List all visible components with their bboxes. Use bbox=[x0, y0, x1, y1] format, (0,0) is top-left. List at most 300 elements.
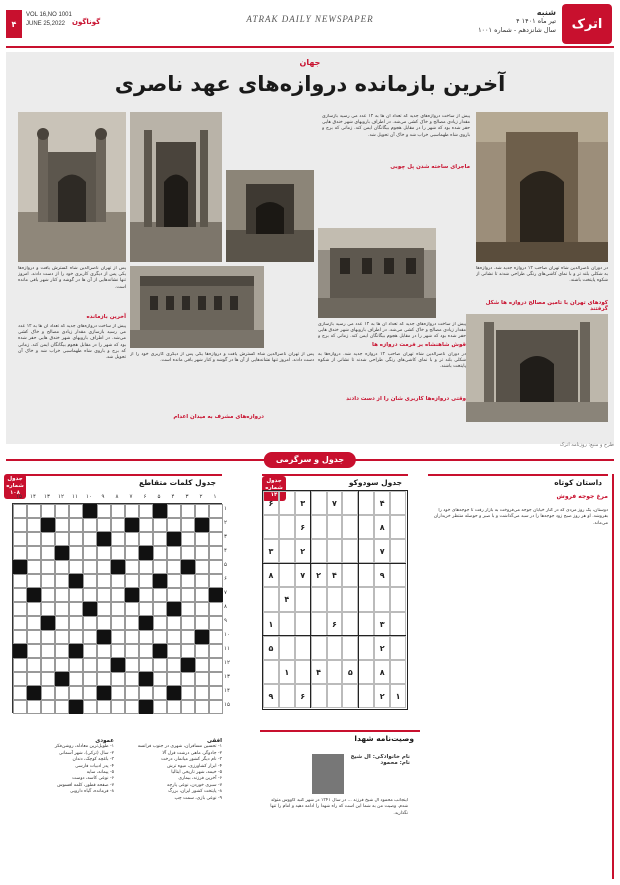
sudoku-cell[interactable] bbox=[263, 515, 279, 539]
crossword-cell[interactable] bbox=[181, 504, 195, 518]
crossword-cell[interactable] bbox=[55, 630, 69, 644]
crossword-cell[interactable] bbox=[153, 700, 167, 714]
crossword-cell[interactable] bbox=[195, 672, 209, 686]
sudoku-cell[interactable] bbox=[295, 660, 311, 684]
crossword-cell[interactable] bbox=[153, 658, 167, 672]
crossword-cell[interactable] bbox=[195, 588, 209, 602]
crossword-cell[interactable] bbox=[209, 672, 223, 686]
crossword-row-number: ۷ bbox=[224, 590, 227, 596]
sudoku-cell[interactable] bbox=[263, 660, 279, 684]
sudoku-cell[interactable] bbox=[358, 684, 374, 708]
down-title: عمودی bbox=[95, 738, 114, 744]
crossword-cell[interactable] bbox=[181, 700, 195, 714]
crossword-cell[interactable] bbox=[27, 616, 41, 630]
page-number: ۴ bbox=[6, 10, 22, 38]
crossword-cell[interactable] bbox=[125, 700, 139, 714]
crossword-cell[interactable] bbox=[181, 686, 195, 700]
crossword-cell[interactable] bbox=[125, 672, 139, 686]
sudoku-cell[interactable] bbox=[358, 587, 374, 611]
sudoku-cell[interactable] bbox=[311, 684, 327, 708]
sudoku-cell[interactable] bbox=[327, 587, 343, 611]
crossword-cell[interactable] bbox=[69, 560, 83, 574]
crossword-cell[interactable] bbox=[111, 532, 125, 546]
crossword-cell[interactable] bbox=[181, 574, 195, 588]
sudoku-cell[interactable] bbox=[390, 612, 406, 636]
crossword-cell[interactable] bbox=[97, 588, 111, 602]
crossword-cell[interactable] bbox=[27, 574, 41, 588]
sudoku-cell: ۲ bbox=[374, 684, 390, 708]
crossword-cell bbox=[83, 504, 97, 518]
crossword-cell[interactable] bbox=[153, 616, 167, 630]
crossword-cell[interactable] bbox=[181, 588, 195, 602]
crossword-cell[interactable] bbox=[139, 658, 153, 672]
crossword-cell[interactable] bbox=[41, 644, 55, 658]
sudoku-cell[interactable] bbox=[342, 539, 358, 563]
crossword-column-number: ۲ bbox=[199, 494, 203, 500]
crossword-cell bbox=[153, 574, 167, 588]
crossword-cell[interactable] bbox=[167, 658, 181, 672]
crossword-cell[interactable] bbox=[111, 700, 125, 714]
crossword-cell[interactable] bbox=[195, 532, 209, 546]
sudoku-cell[interactable] bbox=[358, 515, 374, 539]
crossword-cell[interactable] bbox=[209, 518, 223, 532]
sudoku-cell[interactable] bbox=[311, 636, 327, 660]
crossword-cell[interactable] bbox=[83, 616, 97, 630]
crossword-cell[interactable] bbox=[97, 518, 111, 532]
crossword-cell bbox=[97, 630, 111, 644]
crossword-cell[interactable] bbox=[195, 644, 209, 658]
crossword-cell[interactable] bbox=[13, 616, 27, 630]
crossword-cell[interactable] bbox=[13, 686, 27, 700]
sudoku-cell[interactable] bbox=[342, 636, 358, 660]
subhead: ماجرای ساخته شدن پل چوبی bbox=[390, 164, 470, 170]
crossword-cell[interactable] bbox=[83, 658, 97, 672]
sudoku-cell[interactable] bbox=[358, 563, 374, 587]
crossword-cell[interactable] bbox=[181, 616, 195, 630]
crossword-column-number: ۱۵ bbox=[16, 494, 22, 500]
sudoku-cell[interactable] bbox=[390, 539, 406, 563]
crossword-cell[interactable] bbox=[27, 672, 41, 686]
crossword-cell[interactable] bbox=[97, 700, 111, 714]
crossword-cell[interactable] bbox=[55, 560, 69, 574]
crossword-cell[interactable] bbox=[13, 630, 27, 644]
crossword-title: جدول کلمات متقاطع bbox=[12, 474, 222, 488]
crossword-cell bbox=[195, 518, 209, 532]
sudoku-box-line bbox=[263, 635, 406, 637]
article-column: پیش از ساخت دروازه‌های جدید که تعداد آن ها به ۱۲ عدد می رسید بازسازی مقدار زیادی مصالح و خاک کشی می‌شد. در اطراف بارویهای شهر خندق هایی حفر شده بود که شهر را در مقابل هجوم بیگانگان ایمن کند. زمانی که برج و باروی شاه طهماسبی خراب شد و خاک آن تحویل شد. bbox=[18, 324, 126, 361]
crossword-cell[interactable] bbox=[111, 518, 125, 532]
crossword-cell[interactable] bbox=[153, 672, 167, 686]
crossword-cell[interactable] bbox=[27, 602, 41, 616]
sudoku-cell[interactable] bbox=[263, 587, 279, 611]
crossword-cell[interactable] bbox=[167, 588, 181, 602]
crossword-cell[interactable] bbox=[13, 588, 27, 602]
crossword-cell[interactable] bbox=[209, 532, 223, 546]
crossword-cell[interactable] bbox=[41, 546, 55, 560]
sudoku-grid[interactable] bbox=[262, 490, 408, 710]
crossword-cell[interactable] bbox=[153, 630, 167, 644]
sudoku-cell[interactable] bbox=[327, 660, 343, 684]
sudoku-cell: ۴ bbox=[279, 587, 295, 611]
crossword-cell[interactable] bbox=[125, 644, 139, 658]
crossword-cell[interactable] bbox=[195, 504, 209, 518]
crossword-cell[interactable] bbox=[13, 658, 27, 672]
crossword-cell[interactable] bbox=[125, 574, 139, 588]
crossword-cell[interactable] bbox=[139, 588, 153, 602]
sudoku-cell: ۷ bbox=[374, 539, 390, 563]
crossword-cell[interactable] bbox=[209, 658, 223, 672]
crossword-cell[interactable] bbox=[27, 546, 41, 560]
crossword-cell[interactable] bbox=[55, 602, 69, 616]
crossword-cell[interactable] bbox=[69, 518, 83, 532]
crossword-cell[interactable] bbox=[167, 574, 181, 588]
sudoku-cell: ۵ bbox=[342, 660, 358, 684]
crossword-cell[interactable] bbox=[139, 532, 153, 546]
crossword-cell[interactable] bbox=[97, 546, 111, 560]
sudoku-cell[interactable] bbox=[327, 684, 343, 708]
sudoku-cell[interactable] bbox=[358, 612, 374, 636]
crossword-cell[interactable] bbox=[167, 700, 181, 714]
crossword-cell[interactable] bbox=[55, 644, 69, 658]
crossword-cell[interactable] bbox=[209, 560, 223, 574]
crossword-cell[interactable] bbox=[83, 518, 97, 532]
crossword-cell[interactable] bbox=[27, 532, 41, 546]
article-column: در دوران ناصرالدین شاه تهران صاحب ۱۲ دروازه جدید شد. دروازه‌ها به شکلی بلند تر و با نمای کاشی‌های رنگی طراحی شدند تا نشانی از شکوه پایتخت باشند. bbox=[318, 352, 466, 370]
crossword-cell[interactable] bbox=[139, 602, 153, 616]
crossword-cell[interactable] bbox=[111, 644, 125, 658]
crossword-cell[interactable] bbox=[153, 518, 167, 532]
crossword-cell[interactable] bbox=[181, 546, 195, 560]
sudoku-cell: ۸ bbox=[374, 660, 390, 684]
crossword-cell[interactable] bbox=[111, 686, 125, 700]
crossword-cell[interactable] bbox=[125, 546, 139, 560]
sudoku-cell[interactable] bbox=[311, 515, 327, 539]
crossword-cell[interactable] bbox=[209, 644, 223, 658]
crossword-cell[interactable] bbox=[41, 588, 55, 602]
sudoku-cell[interactable] bbox=[390, 563, 406, 587]
sudoku-cell[interactable] bbox=[279, 636, 295, 660]
crossword-cell bbox=[13, 560, 27, 574]
crossword-cell[interactable] bbox=[195, 686, 209, 700]
crossword-cell[interactable] bbox=[167, 518, 181, 532]
crossword-cell[interactable] bbox=[55, 588, 69, 602]
crossword-cell[interactable] bbox=[55, 616, 69, 630]
crossword-cell[interactable] bbox=[181, 518, 195, 532]
crossword-cell[interactable] bbox=[27, 700, 41, 714]
crossword-cell[interactable] bbox=[97, 616, 111, 630]
crossword-cell[interactable] bbox=[195, 700, 209, 714]
crossword-cell[interactable] bbox=[125, 504, 139, 518]
crossword-row-number: ۱ bbox=[224, 506, 227, 512]
crossword-cell[interactable] bbox=[69, 672, 83, 686]
crossword-cell[interactable] bbox=[97, 602, 111, 616]
sudoku-cell[interactable] bbox=[327, 539, 343, 563]
crossword-cell[interactable] bbox=[83, 644, 97, 658]
sudoku-cell[interactable] bbox=[311, 612, 327, 636]
crossword-cell[interactable] bbox=[69, 616, 83, 630]
sudoku-cell[interactable] bbox=[279, 515, 295, 539]
crossword-cell[interactable] bbox=[97, 574, 111, 588]
crossword-cell[interactable] bbox=[41, 658, 55, 672]
crossword-down-clues: عمودی ۱- طویل‌ترین معادله، روشن‌فکر ۲- سال (ترکی)، شهر آسمانی ۳- باغچه کوچک، دندان ۴- پدر ادبیات فارسی ۵- پیمانه، سایه ۶- نوعی کاسه، دوست ۷- صفحه قطور، کلمه افسوس ۸- فرمانده، گیاه دارویی bbox=[12, 738, 114, 878]
crossword-cell[interactable] bbox=[83, 546, 97, 560]
will-name: نام خانوادگی: آل شیخ نام: محمود bbox=[350, 754, 410, 767]
sudoku-cell[interactable] bbox=[295, 587, 311, 611]
crossword-cell[interactable] bbox=[83, 588, 97, 602]
crossword-cell[interactable] bbox=[125, 532, 139, 546]
sudoku-cell[interactable] bbox=[374, 587, 390, 611]
crossword-cell[interactable] bbox=[111, 574, 125, 588]
gate-photo-center bbox=[226, 170, 314, 262]
sudoku-cell[interactable] bbox=[311, 539, 327, 563]
sudoku-cell[interactable] bbox=[342, 563, 358, 587]
crossword-column-number: ۹ bbox=[101, 494, 105, 500]
crossword-cell[interactable] bbox=[55, 532, 69, 546]
article-column: پس از تهران ناصرالدین شاه گسترش یافت و دروازه‌ها یکی پس از دیگری کاربری خود را از دست دادند. امروز تنها نشانه‌هایی از آن ها در گوشه و کنار شهر باقی مانده است. bbox=[130, 352, 314, 364]
crossword-cell[interactable] bbox=[55, 658, 69, 672]
crossword-cell[interactable] bbox=[181, 602, 195, 616]
crossword-cell[interactable] bbox=[41, 672, 55, 686]
crossword-cell[interactable] bbox=[69, 546, 83, 560]
headline: آخرین بازمانده دروازه‌های عهد ناصری bbox=[114, 72, 506, 96]
crossword-cell[interactable] bbox=[55, 686, 69, 700]
crossword-cell[interactable] bbox=[13, 602, 27, 616]
crossword-cell[interactable] bbox=[139, 518, 153, 532]
sudoku-cell[interactable] bbox=[279, 684, 295, 708]
crossword-cell[interactable] bbox=[139, 686, 153, 700]
crossword-cell[interactable] bbox=[139, 574, 153, 588]
crossword-row-number: ۱۲ bbox=[224, 660, 230, 666]
sudoku-cell[interactable] bbox=[342, 515, 358, 539]
sudoku-cell[interactable] bbox=[295, 612, 311, 636]
crossword-cell[interactable] bbox=[209, 616, 223, 630]
sudoku-cell: ۱ bbox=[263, 612, 279, 636]
crossword-cell[interactable] bbox=[69, 588, 83, 602]
crossword-cell[interactable] bbox=[153, 560, 167, 574]
crossword-cell[interactable] bbox=[41, 602, 55, 616]
sudoku-cell[interactable] bbox=[390, 587, 406, 611]
crossword-cell[interactable] bbox=[41, 532, 55, 546]
crossword-cell[interactable] bbox=[111, 546, 125, 560]
crossword-cell[interactable] bbox=[27, 504, 41, 518]
crossword-cell[interactable] bbox=[195, 546, 209, 560]
crossword-cell[interactable] bbox=[111, 602, 125, 616]
crossword-cell[interactable] bbox=[139, 560, 153, 574]
crossword-cell[interactable] bbox=[69, 658, 83, 672]
story-body: دوستان، یک روز مردی که در کنار خیابان جوجه می‌فروخت به بازار رفت تا جوجه‌های خود را بفروشد. او هر روز صبح زود جوجه‌ها را در سبد می‌گذاشت و با صبر و حوصله منتظر خریداران می‌ماند. bbox=[433, 508, 608, 526]
sudoku-cell[interactable] bbox=[390, 515, 406, 539]
sudoku-title: جدول سودوکو bbox=[262, 474, 408, 488]
crossword-cell[interactable] bbox=[83, 686, 97, 700]
crossword-cell[interactable] bbox=[125, 602, 139, 616]
crossword-cell[interactable] bbox=[181, 672, 195, 686]
crossword-cell[interactable] bbox=[167, 504, 181, 518]
sudoku-cell: ۱ bbox=[279, 660, 295, 684]
crossword-cell[interactable] bbox=[111, 616, 125, 630]
crossword-cell[interactable] bbox=[27, 630, 41, 644]
crossword-cell[interactable] bbox=[13, 700, 27, 714]
sudoku-cell: ۲ bbox=[311, 563, 327, 587]
crossword-cell[interactable] bbox=[69, 686, 83, 700]
crossword-cell[interactable] bbox=[139, 644, 153, 658]
crossword-cell[interactable] bbox=[209, 630, 223, 644]
crossword-cell[interactable] bbox=[83, 532, 97, 546]
gate-photo-center-left bbox=[130, 112, 222, 262]
crossword-cell[interactable] bbox=[97, 672, 111, 686]
crossword-cell bbox=[139, 672, 153, 686]
crossword-cell[interactable] bbox=[153, 532, 167, 546]
crossword-cell[interactable] bbox=[69, 602, 83, 616]
crossword-cell[interactable] bbox=[181, 532, 195, 546]
crossword-cell[interactable] bbox=[125, 686, 139, 700]
crossword-cell[interactable] bbox=[13, 672, 27, 686]
crossword-cell bbox=[209, 588, 223, 602]
crossword-cell[interactable] bbox=[111, 588, 125, 602]
crossword-cell[interactable] bbox=[209, 546, 223, 560]
sudoku-cell[interactable] bbox=[279, 539, 295, 563]
crossword-cell[interactable] bbox=[41, 700, 55, 714]
crossword-cell bbox=[181, 560, 195, 574]
crossword-column-number: ۱۰ bbox=[86, 494, 92, 500]
crossword-column-number: ۱ bbox=[213, 494, 217, 500]
crossword-cell[interactable] bbox=[27, 644, 41, 658]
crossword-cell bbox=[125, 518, 139, 532]
crossword-cell[interactable] bbox=[209, 574, 223, 588]
crossword-cell[interactable] bbox=[41, 504, 55, 518]
crossword-cell[interactable] bbox=[41, 630, 55, 644]
crossword-cell bbox=[55, 672, 69, 686]
crossword-cell[interactable] bbox=[13, 532, 27, 546]
crossword-cell[interactable] bbox=[167, 630, 181, 644]
sudoku-cell[interactable] bbox=[279, 491, 295, 515]
crossword-cell[interactable] bbox=[13, 518, 27, 532]
sudoku-cell[interactable] bbox=[358, 636, 374, 660]
crossword-cell[interactable] bbox=[55, 518, 69, 532]
sudoku-cell[interactable] bbox=[279, 612, 295, 636]
crossword-cell[interactable] bbox=[97, 560, 111, 574]
crossword-cell[interactable] bbox=[125, 658, 139, 672]
crossword-cell[interactable] bbox=[13, 504, 27, 518]
sudoku-cell[interactable] bbox=[311, 587, 327, 611]
crossword-cell[interactable] bbox=[195, 602, 209, 616]
crossword-cell[interactable] bbox=[83, 560, 97, 574]
crossword-cell[interactable] bbox=[13, 546, 27, 560]
sudoku-cell[interactable] bbox=[358, 660, 374, 684]
crossword-cell[interactable] bbox=[139, 504, 153, 518]
crossword-cell[interactable] bbox=[27, 518, 41, 532]
sudoku-cell[interactable] bbox=[390, 636, 406, 660]
crossword-cell[interactable] bbox=[167, 644, 181, 658]
crossword-cell[interactable] bbox=[181, 644, 195, 658]
crossword-cell[interactable] bbox=[167, 546, 181, 560]
crossword-cell[interactable] bbox=[153, 588, 167, 602]
sudoku-cell[interactable] bbox=[342, 491, 358, 515]
crossword-cell[interactable] bbox=[209, 602, 223, 616]
crossword-cell[interactable] bbox=[83, 672, 97, 686]
crossword-cell[interactable] bbox=[195, 658, 209, 672]
sudoku-cell[interactable] bbox=[279, 563, 295, 587]
crossword-cell[interactable] bbox=[97, 658, 111, 672]
crossword-cell[interactable] bbox=[181, 630, 195, 644]
crossword-cell[interactable] bbox=[55, 700, 69, 714]
sudoku-cell: ۹ bbox=[374, 563, 390, 587]
crossword-cell[interactable] bbox=[41, 574, 55, 588]
crossword-cell[interactable] bbox=[125, 560, 139, 574]
crossword-column-number: ۶ bbox=[143, 494, 147, 500]
crossword-cell[interactable] bbox=[27, 560, 41, 574]
crossword-cell[interactable] bbox=[55, 504, 69, 518]
crossword-cell[interactable] bbox=[83, 630, 97, 644]
crossword-cell[interactable] bbox=[125, 616, 139, 630]
crossword-row-number: ۹ bbox=[224, 618, 227, 624]
sudoku-cell[interactable] bbox=[327, 636, 343, 660]
crossword-cell[interactable] bbox=[209, 504, 223, 518]
crossword-cell[interactable] bbox=[111, 672, 125, 686]
crossword-cell[interactable] bbox=[167, 616, 181, 630]
crossword-cell[interactable] bbox=[195, 560, 209, 574]
crossword-cell[interactable] bbox=[41, 686, 55, 700]
crossword-cell[interactable] bbox=[69, 532, 83, 546]
crossword-cell bbox=[97, 532, 111, 546]
crossword-cell[interactable] bbox=[69, 504, 83, 518]
crossword-cell[interactable] bbox=[69, 630, 83, 644]
sudoku-cell[interactable] bbox=[358, 491, 374, 515]
crossword-cell[interactable] bbox=[97, 644, 111, 658]
crossword-cell[interactable] bbox=[139, 630, 153, 644]
crossword-cell[interactable] bbox=[209, 700, 223, 714]
crossword-cell[interactable] bbox=[209, 686, 223, 700]
sudoku-cell[interactable] bbox=[390, 491, 406, 515]
subhead: کودهای تهران با تامین مصالح دروازه ها شکل گرفتند bbox=[485, 300, 608, 312]
crossword-cell bbox=[111, 658, 125, 672]
crossword-cell[interactable] bbox=[153, 602, 167, 616]
crossword-cell[interactable] bbox=[83, 574, 97, 588]
crossword-cell[interactable] bbox=[83, 700, 97, 714]
sudoku-cell[interactable] bbox=[327, 515, 343, 539]
crossword-cell[interactable] bbox=[111, 630, 125, 644]
sudoku-cell[interactable] bbox=[295, 636, 311, 660]
crossword-row-number: ۱۵ bbox=[224, 702, 230, 708]
crossword-cell[interactable] bbox=[41, 560, 55, 574]
sudoku-cell[interactable] bbox=[311, 491, 327, 515]
crossword-column-number: ۱۲ bbox=[58, 494, 64, 500]
sudoku-cell[interactable] bbox=[342, 587, 358, 611]
sudoku-cell: ۸ bbox=[374, 515, 390, 539]
crossword-cell[interactable] bbox=[55, 574, 69, 588]
crossword-cell[interactable] bbox=[27, 658, 41, 672]
crossword-cell[interactable] bbox=[195, 574, 209, 588]
martyr-photo bbox=[312, 754, 344, 794]
crossword-cell[interactable] bbox=[125, 630, 139, 644]
crossword-cell[interactable] bbox=[167, 560, 181, 574]
sudoku-cell: ۶ bbox=[263, 491, 279, 515]
sudoku-cell[interactable] bbox=[390, 660, 406, 684]
sudoku-cell[interactable] bbox=[358, 539, 374, 563]
crossword-cell[interactable] bbox=[13, 574, 27, 588]
sudoku-cell: ۳ bbox=[374, 612, 390, 636]
crossword-grid[interactable] bbox=[12, 503, 222, 713]
crossword-cell[interactable] bbox=[195, 616, 209, 630]
crossword-cell[interactable] bbox=[153, 546, 167, 560]
crossword-row-number: ۲ bbox=[224, 520, 227, 526]
crossword-cell[interactable] bbox=[153, 686, 167, 700]
crossword-cell[interactable] bbox=[97, 504, 111, 518]
sudoku-cell[interactable] bbox=[342, 612, 358, 636]
sudoku-cell[interactable] bbox=[342, 684, 358, 708]
crossword-cell[interactable] bbox=[111, 504, 125, 518]
crossword-cell[interactable] bbox=[167, 672, 181, 686]
crossword-across-clues: افقی ۱- تحسین مسافران، شهری در جنوب فرانسه ۲- جادوگر، ماهی درشت قزل آلا ۳- نام دیگر کشور میانمار، درخت ۴- ابزار کشاورزی، میوه ترش ۵- خیمه، شهر تاریخی ایتالیا ۶- آخرین فرزند، بیماری ۷- سبزی خوردن، نوعی پارچه ۸- پایتخت کشور ایران، بزرگ ۹- نوعی بازی، سمت چپ bbox=[118, 738, 222, 878]
